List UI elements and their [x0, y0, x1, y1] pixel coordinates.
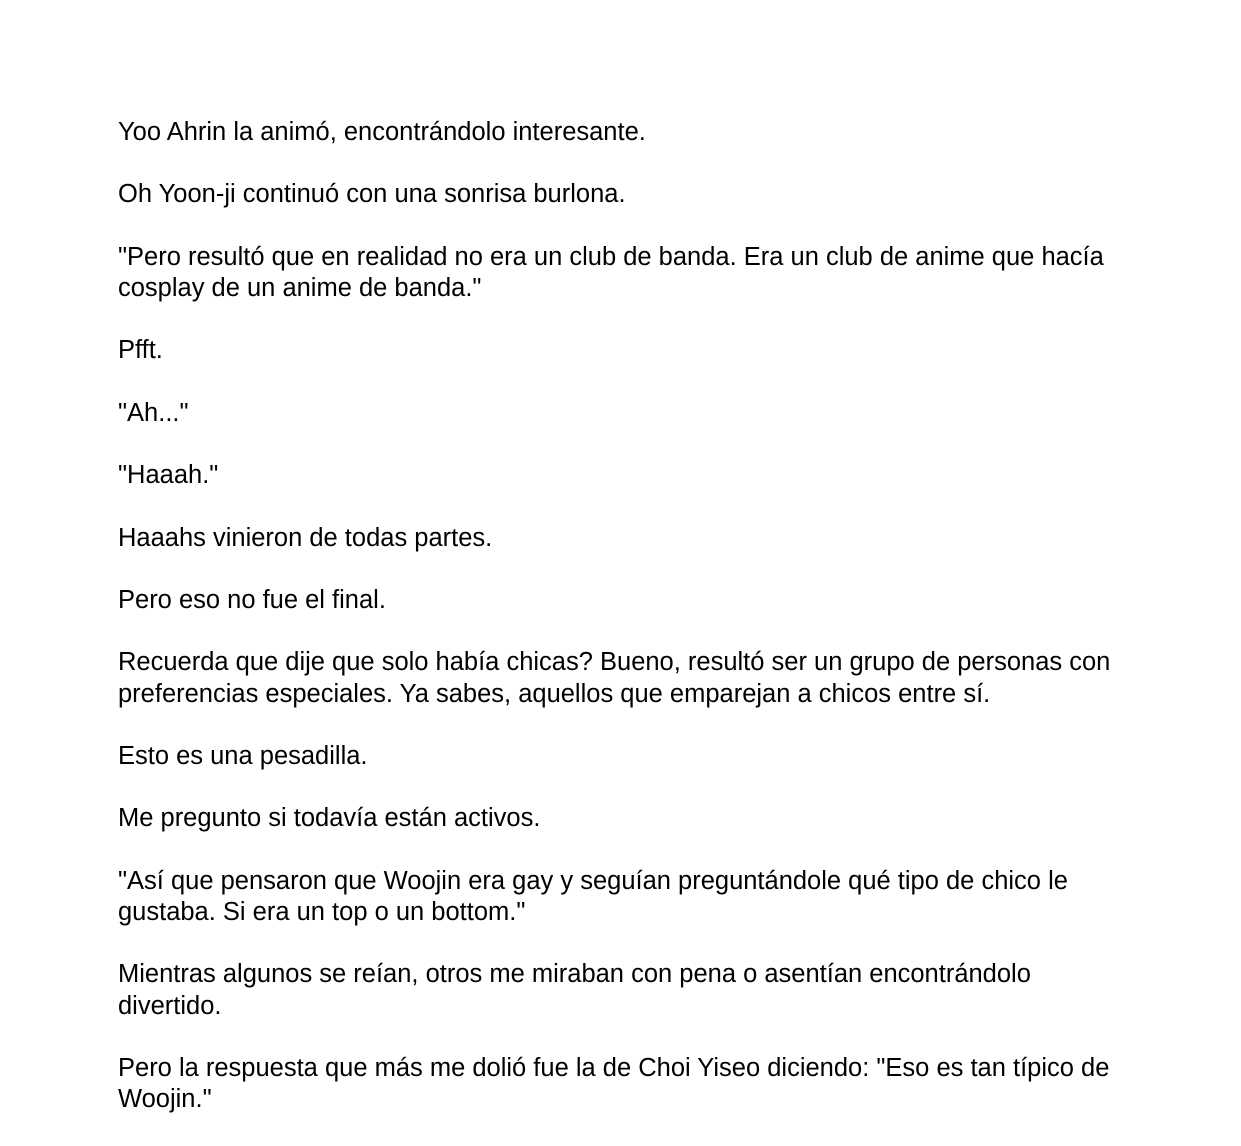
paragraph: Yoo Ahrin la animó, encontrándolo interesante.: [118, 118, 646, 146]
paragraph: Pfft.: [118, 336, 163, 365]
paragraph: Me pregunto si todavía están activos.: [118, 804, 541, 833]
paragraph: Haaahs vinieron de todas partes.: [118, 523, 493, 552]
paragraph: "Pero resultó que en realidad no era un club de banda. Era un club de anime que hacía cosplay de un anime de banda.": [118, 242, 1104, 302]
document-body: [118, 117, 1128, 1146]
paragraph: Recuerda que dije que solo había chicas? Bueno, resultó ser un grupo de personas con preferencias especiales. Ya sabes, aquellos que emparejan a chicos entre sí.: [118, 648, 1111, 708]
paragraph: Oh Yoon-ji continuó con una sonrisa burlona.: [118, 180, 626, 209]
paragraph: Esto es una pesadilla.: [118, 741, 368, 770]
paragraph: "Haaah.": [118, 461, 219, 490]
paragraph: Mientras algunos se reían, otros me miraban con pena o asentían encontrándolo divertido.: [118, 960, 1031, 1020]
paragraph: Pero eso no fue el final.: [118, 585, 386, 614]
paragraph: Pero la respuesta que más me dolió fue la de Choi Yiseo diciendo: "Eso es tan típico de Woojin.": [118, 1053, 1110, 1114]
paragraph: "Así que pensaron que Woojin era gay y seguían preguntándole qué tipo de chico le gustaba. Si era un top o un bottom.": [118, 866, 1068, 926]
paragraph: "Ah...": [118, 398, 189, 427]
